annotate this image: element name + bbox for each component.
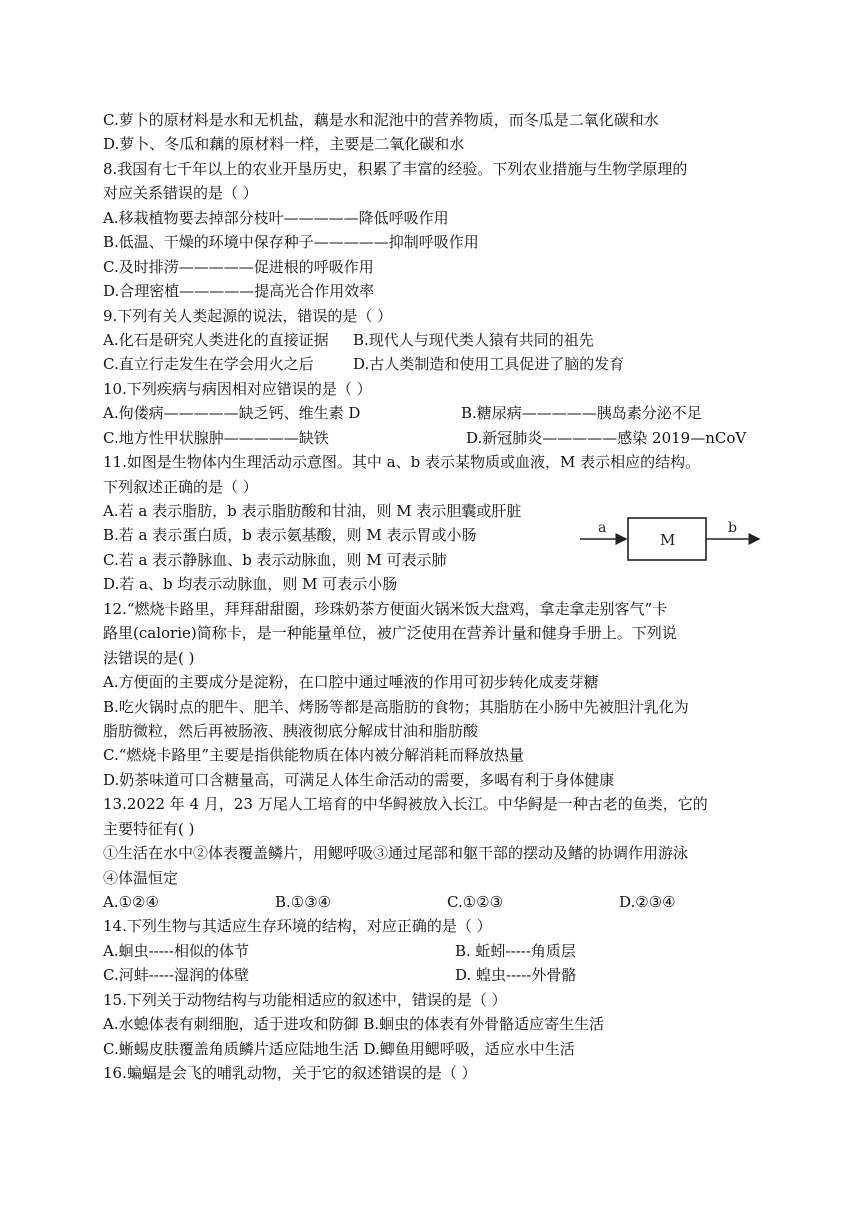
- q14-stem: 14.下列生物与其适应生存环境的结构，对应正确的是（ ）: [103, 917, 492, 936]
- q12-stem-line-3: 法错误的是( ): [103, 648, 195, 667]
- q13-option-b: B.①③④: [275, 893, 332, 911]
- q12-option-c: C.“燃烧卡路里”主要是指供能物质在体内被分解消耗而释放热量: [103, 746, 525, 765]
- q12-option-d: D.奶茶味道可口含糖量高，可满足人体生命活动的需要，多喝有利于身体健康: [103, 770, 615, 789]
- q15-options-ab: A.水螅体表有刺细胞，适于进攻和防御 B.蛔虫的体表有外骨骼适应寄生生活: [103, 1015, 605, 1034]
- q8-option-d: D.合理密植—————提高光合作用效率: [103, 282, 375, 301]
- input-label: a: [598, 520, 607, 536]
- output-label: b: [728, 520, 737, 536]
- q7-option-d: D.萝卜、冬瓜和藕的原材料一样，主要是二氧化碳和水: [103, 135, 465, 154]
- q9-option-d: D.古人类制造和使用工具促进了脑的发育: [353, 355, 625, 374]
- q9-option-c: C.直立行走发生在学会用火之后: [103, 355, 314, 374]
- q9-option-a: A.化石是研究人类进化的直接证据: [103, 330, 329, 349]
- q8-stem-line-1: 8.我国有七千年以上的农业开垦历史，积累了丰富的经验。下列农业措施与生物学原理的: [103, 159, 688, 178]
- q16-stem: 16.蝙蝠是会飞的哺乳动物，关于它的叙述错误的是（ ）: [103, 1064, 477, 1083]
- q9-stem: 9.下列有关人类起源的说法，错误的是（ ）: [103, 306, 393, 325]
- q10-option-b: B.糖尿病—————胰岛素分泌不足: [461, 404, 702, 423]
- q9-option-b: B.现代人与现代类人猿有共同的祖先: [353, 330, 594, 349]
- q11-stem-line-1: 11.如图是生物体内生理活动示意图。其中 a、b 表示某物质或血液，M 表示相应的结构。: [103, 453, 701, 472]
- q13-stem-line-2: 主要特征有( ): [103, 819, 195, 838]
- structure-label: M: [660, 531, 676, 549]
- q10-option-c: C.地方性甲状腺肿—————缺铁: [103, 428, 329, 447]
- q11-process-diagram: [578, 512, 763, 566]
- q12-option-b-line-1: B.吃火锅时点的肥牛、肥羊、烤肠等都是高脂肪的食物；其脂肪在小肠中先被胆汁乳化为: [103, 697, 689, 716]
- q14-option-a: A.蛔虫-----相似的体节: [103, 941, 249, 960]
- q10-options-row-1: [103, 401, 793, 425]
- q11-option-a: A.若 a 表示脂肪，b 表示脂肪酸和甘油，则 M 表示胆囊或肝脏: [103, 502, 522, 520]
- q11-option-c: C.若 a 表示静脉血、b 表示动脉血，则 M 可表示肺: [103, 550, 447, 569]
- q9-options-row-2: [103, 352, 793, 376]
- q13-options-row: [103, 890, 793, 914]
- q11-stem-line-2: 下列叙述正确的是（ ）: [103, 477, 258, 496]
- q8-option-c: C.及时排涝—————促进根的呼吸作用: [103, 257, 374, 276]
- q8-stem-line-2: 对应关系错误的是（ ）: [103, 184, 258, 203]
- q13-option-c: C.①②③: [447, 893, 504, 911]
- q9-options-row-1: [103, 328, 793, 352]
- q15-stem: 15.下列关于动物结构与功能相适应的叙述中，错误的是（ ）: [103, 990, 507, 1009]
- q7-option-c: C.萝卜的原材料是水和无机盐，藕是水和泥池中的营养物质，而冬瓜是二氧化碳和水: [103, 111, 659, 129]
- q13-stem-line-1: 13.2022 年 4 月，23 万尾人工培育的中华鲟被放入长江。中华鲟是一种古老的鱼类，它的: [103, 795, 708, 814]
- q14-option-c: C.河蚌-----湿润的体壁: [103, 966, 250, 985]
- q13-features-line-2: ④体温恒定: [103, 868, 179, 887]
- q13-option-d: D.②③④: [619, 893, 676, 911]
- q12-option-a: A.方便面的主要成分是淀粉，在口腔中通过唾液的作用可初步转化成麦芽糖: [103, 673, 599, 692]
- q14-options-row-2: [103, 963, 793, 987]
- q14-option-d: D. 蝗虫-----外骨骼: [455, 966, 577, 985]
- q12-option-b-line-2: 脂肪微粒，然后再被肠液、胰液彻底分解成甘油和脂肪酸: [103, 721, 479, 740]
- q10-stem: 10.下列疾病与病因相对应错误的是（ ）: [103, 379, 372, 398]
- q10-option-d: D.新冠肺炎—————感染 2019—nCoV: [466, 428, 747, 447]
- q13-option-a: A.①②④: [103, 893, 159, 911]
- question-list: [103, 108, 793, 1086]
- q13-features-line-1: ①生活在水中②体表覆盖鳞片，用鳃呼吸③通过尾部和躯干部的摆动及鳍的协调作用游泳: [103, 844, 689, 863]
- q14-options-row-1: [103, 939, 793, 963]
- q11-option-d: D.若 a、b 均表示动脉血，则 M 可表示小肠: [103, 575, 398, 594]
- q8-option-b: B.低温、干燥的环境中保存种子—————抑制呼吸作用: [103, 233, 479, 252]
- q12-stem-line-2: 路里(calorie)简称卡，是一种能量单位，被广泛使用在营养计量和健身手册上。下列说: [103, 624, 677, 643]
- q10-options-row-2: [103, 426, 793, 450]
- q8-option-a: A.移栽植物要去掉部分枝叶—————降低呼吸作用: [103, 208, 449, 227]
- q10-option-a: A.佝偻病—————缺乏钙、维生素 D: [103, 404, 361, 423]
- q12-stem-line-1: 12.“燃烧卡路里，拜拜甜甜圈，珍珠奶茶方便面火锅米饭大盘鸡，拿走拿走别客气”卡: [103, 599, 668, 618]
- q14-option-b: B. 蚯蚓-----角质层: [455, 941, 576, 960]
- q15-options-cd: C.蜥蜴皮肤覆盖角质鳞片适应陆地生活 D.鲫鱼用鳃呼吸，适应水中生活: [103, 1039, 575, 1058]
- q11-option-b: B.若 a 表示蛋白质，b 表示氨基酸，则 M 表示胃或小肠: [103, 526, 477, 545]
